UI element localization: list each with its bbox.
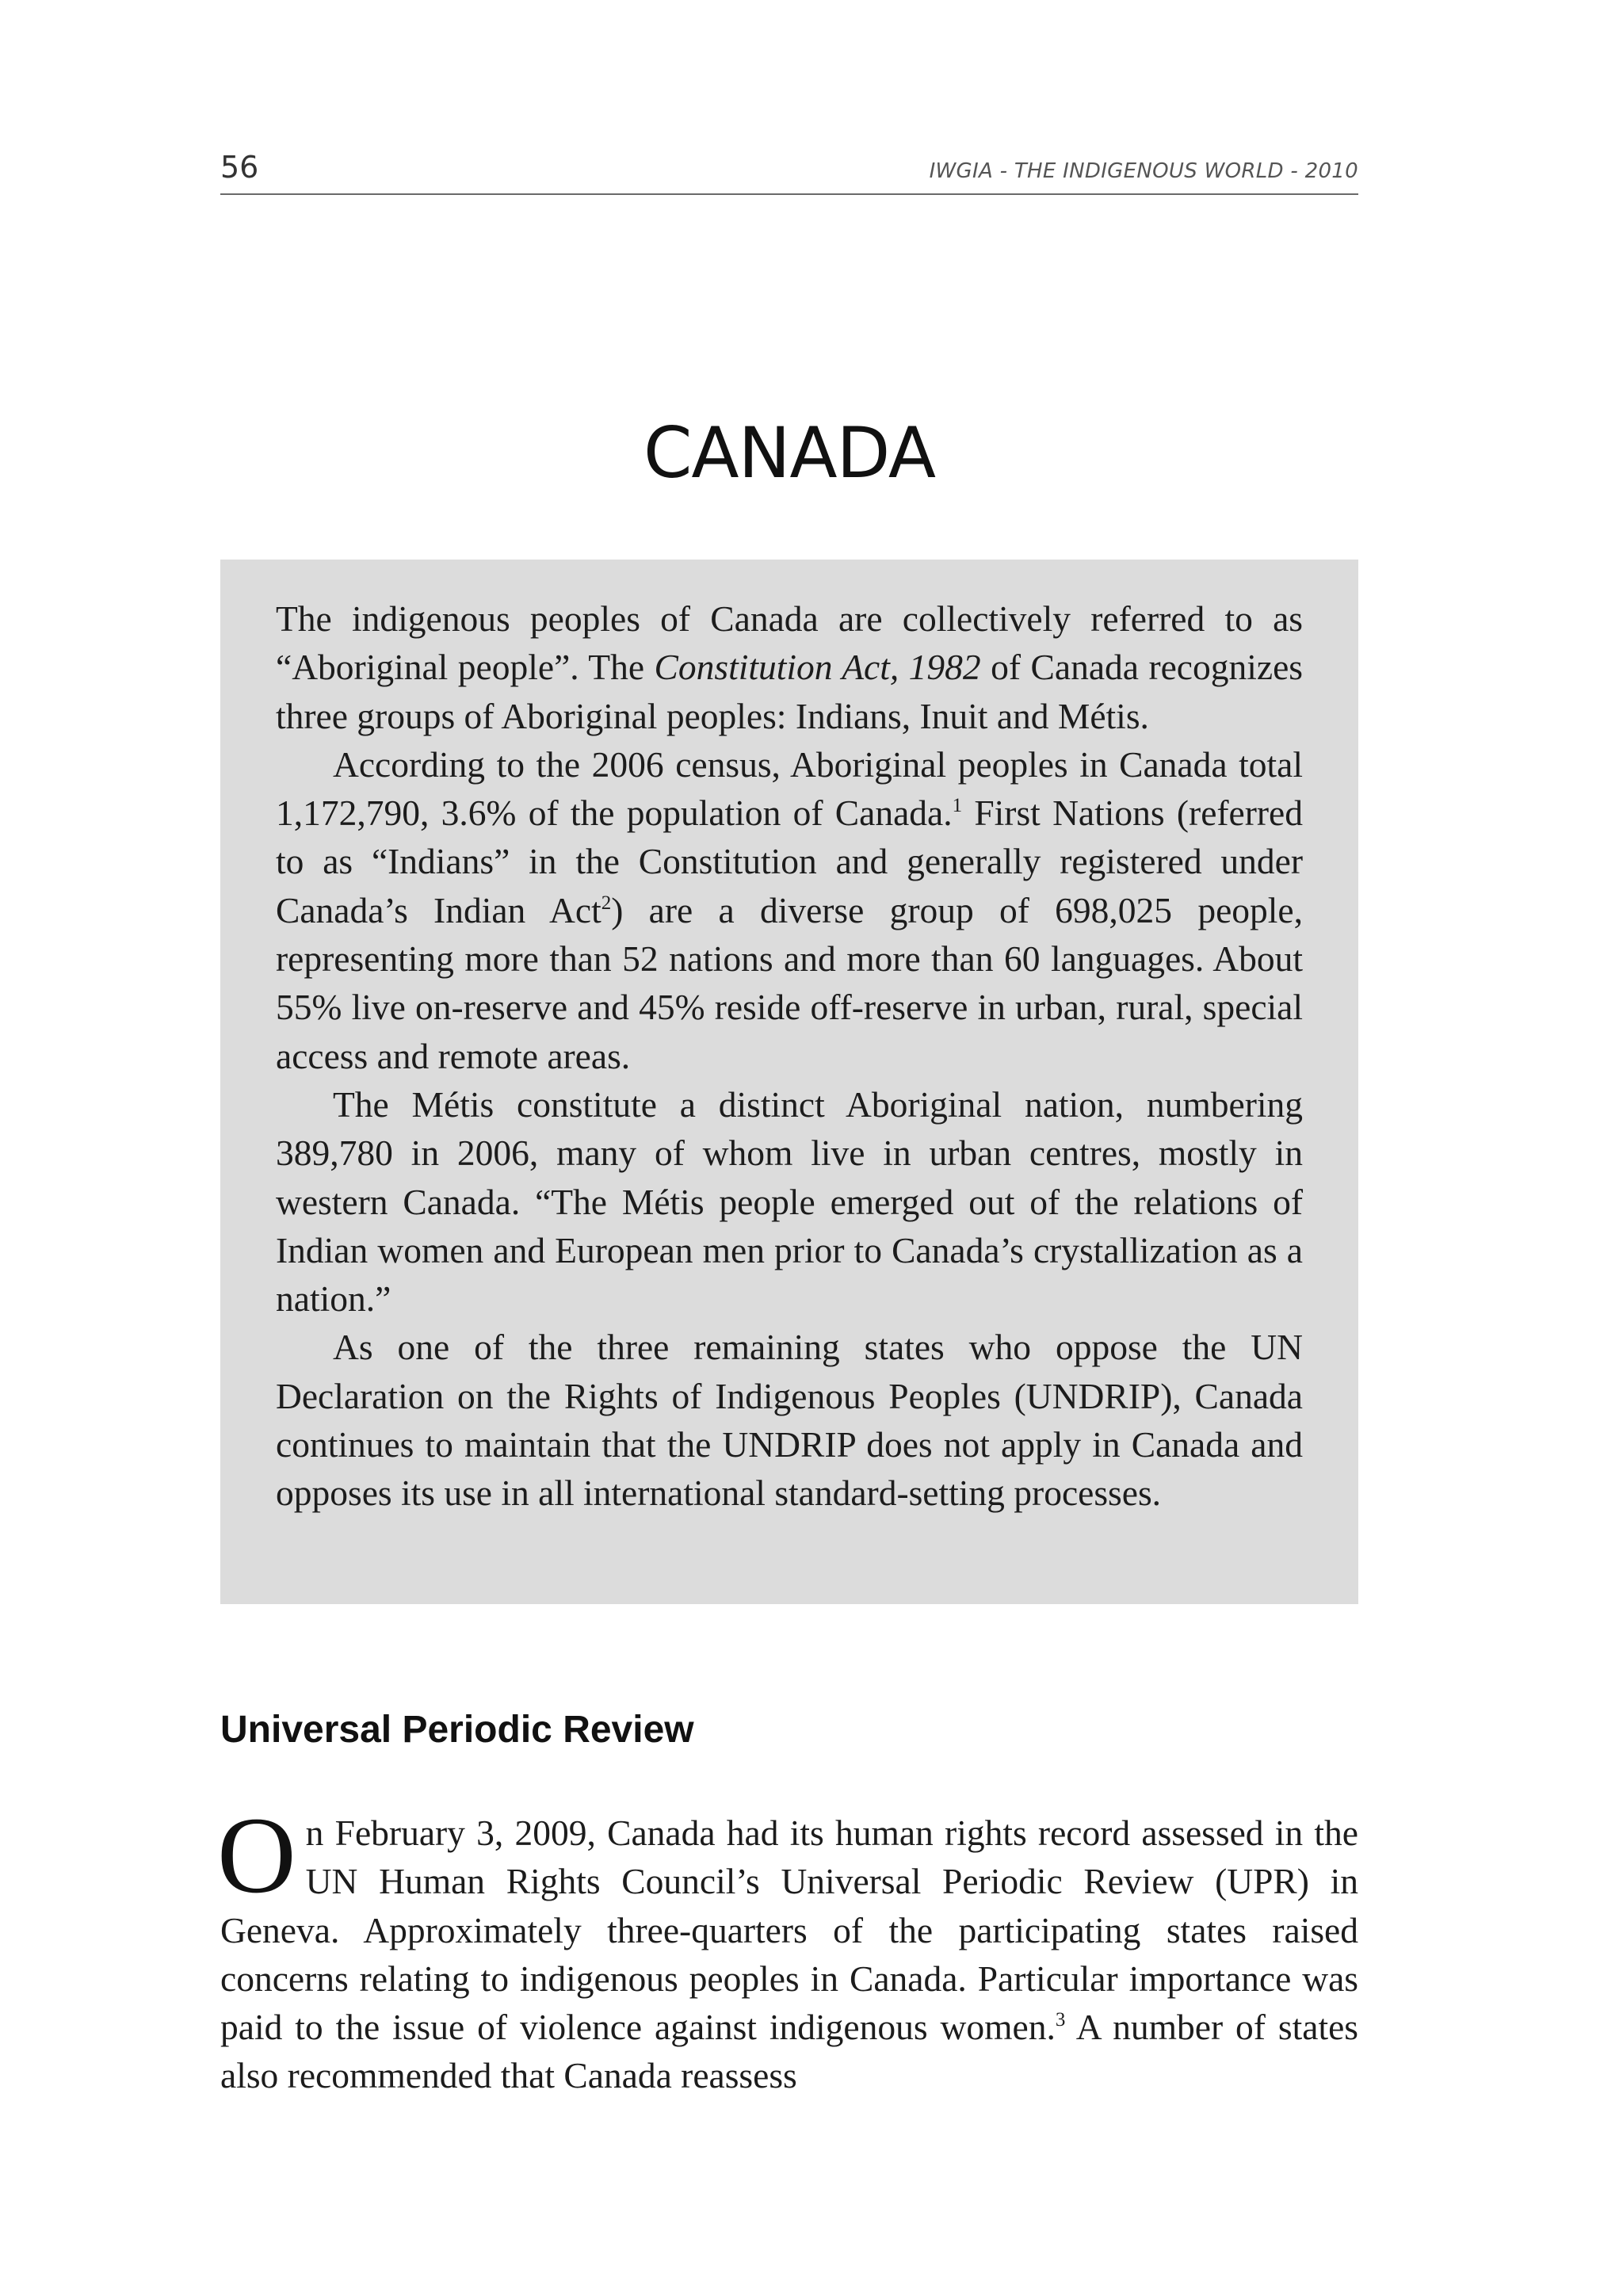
summary-p2-text-c: ) are a diverse group of 698,025 people, representing more than 52 nations and more than 60 languages. About 55% live on-reserve and 45% reside off-reserve in urban, rural, special access and remote areas.	[276, 889, 1303, 1076]
section-heading: Universal Periodic Review	[220, 1709, 694, 1751]
summary-paragraph-1	[276, 594, 1303, 740]
page-number: 56	[220, 150, 259, 185]
drop-cap: O	[217, 1794, 296, 1916]
summary-paragraph-3: The Métis constitute a distinct Aboriginal nation, numbering 389,780 in 2006, many of whom live in urban centres, mostly in western Canada. “The Métis people emerged out of the relations of Indian women and European men prior to Canada’s crystallization as a nation.”	[276, 1083, 1303, 1320]
summary-paragraph-2	[276, 740, 1303, 1080]
body-paragraph-1	[217, 1794, 1358, 2100]
footnote-ref-1[interactable]: 1	[952, 795, 963, 817]
summary-p1-text-a: The indigenous peoples of Canada are collectively referred to as “Aboriginal people”. The	[276, 598, 1303, 688]
running-title: IWGIA - THE INDIGENOUS WORLD - 2010	[929, 159, 1358, 183]
body-p1-text-a: n February 3, 2009, Canada had its human rights record assessed in the UN Human Rights Council’s Universal Periodic Review (UPR) in Geneva. Approximately three-quarters of the participating states raised concerns relating to indigenous peoples in Canada. Particular importance was paid to the issue of violence against indigenous women.	[220, 1813, 1358, 2048]
summary-paragraph-4: As one of the three remaining states who oppose the UN Declaration on the Rights of Indigenous Peoples (UNDRIP), Canada continues to maintain that the UNDRIP does not apply in Canada and opposes its use in all international standard-setting processes.	[276, 1327, 1303, 1514]
summary-p2-text-b: First Nations (referred to as “Indians” in the Constitution and generally registered under Canada’s Indian Act	[276, 793, 1303, 930]
summary-p1-italic-title: Constitution Act, 1982	[654, 647, 981, 688]
running-header	[220, 152, 1358, 195]
body-p1-text-b: A number of states also recommended that Canada reassess	[220, 2007, 1358, 2096]
summary-p2-text-a: According to the 2006 census, Aboriginal peoples in Canada total 1,172,790, 3.6% of the population of Canada.	[276, 743, 1303, 834]
summary-p1-text-b: of Canada recognizes three groups of Aboriginal peoples: Indians, Inuit and Métis.	[276, 647, 1303, 736]
footnote-ref-3[interactable]: 3	[1055, 2009, 1066, 2031]
footnote-ref-2[interactable]: 2	[601, 892, 612, 914]
summary-box	[220, 560, 1358, 1604]
chapter-title: CANADA	[643, 412, 936, 494]
body-text	[217, 1794, 1358, 2100]
